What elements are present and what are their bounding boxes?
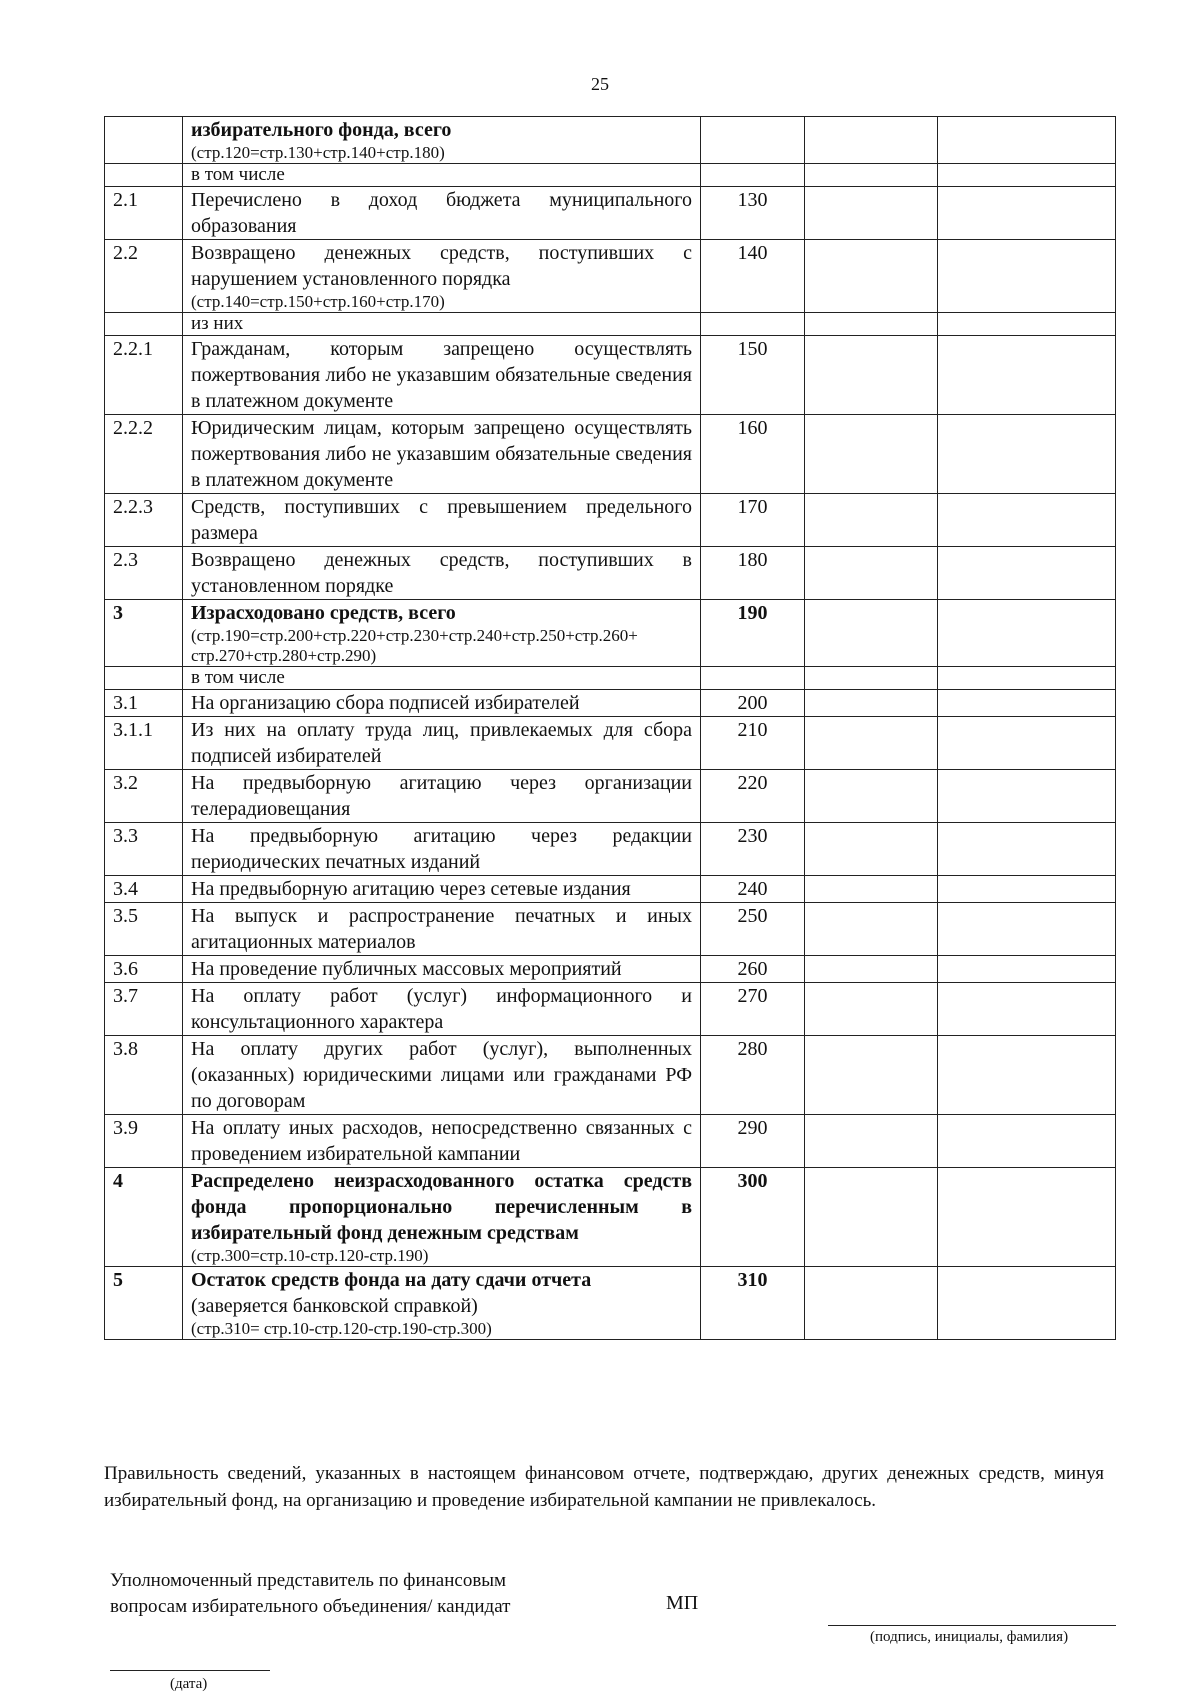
row-number [105, 164, 183, 187]
row-formula: (стр.310= стр.10-стр.120-стр.190-стр.300) [191, 1319, 492, 1338]
row-number: 3.3 [105, 823, 183, 876]
table-subheading-row [105, 667, 1116, 690]
row-description [183, 1036, 701, 1115]
table-row [105, 1168, 1116, 1267]
row-number: 2.3 [105, 547, 183, 600]
amount-cell [805, 1267, 938, 1340]
table-row [105, 717, 1116, 770]
row-description [183, 600, 701, 667]
notes-cell [938, 117, 1116, 164]
row-description [183, 690, 701, 717]
table-row [105, 240, 1116, 313]
row-description [183, 117, 701, 164]
row-title: На предвыборную агитацию через редакции периодических печатных изданий [191, 825, 692, 873]
representative-label [110, 1568, 510, 1620]
amount-cell [805, 187, 938, 240]
notes-cell [938, 717, 1116, 770]
row-number: 3 [105, 600, 183, 667]
row-title: в том числе [191, 164, 285, 185]
table-row [105, 956, 1116, 983]
row-number: 3.1.1 [105, 717, 183, 770]
row-code: 270 [701, 983, 805, 1036]
row-title: На выпуск и распространение печатных и иных агитационных материалов [191, 905, 692, 953]
notes-cell [938, 494, 1116, 547]
row-code: 150 [701, 336, 805, 415]
row-title: Юридическим лицам, которым запрещено осуществлять пожертвования либо не указавшим обязательные сведения в платежном документе [191, 417, 692, 491]
amount-cell [805, 1115, 938, 1168]
row-code: 300 [701, 1168, 805, 1267]
row-description [183, 983, 701, 1036]
notes-cell [938, 1168, 1116, 1267]
date-line [110, 1670, 270, 1671]
amount-cell [805, 117, 938, 164]
table-row [105, 770, 1116, 823]
row-title: Израсходовано средств, всего [191, 602, 456, 624]
row-note: (заверяется банковской справкой) [191, 1295, 478, 1317]
row-number: 2.2.2 [105, 415, 183, 494]
row-number: 3.7 [105, 983, 183, 1036]
row-code [701, 164, 805, 187]
amount-cell [805, 1168, 938, 1267]
table-row [105, 876, 1116, 903]
row-code: 280 [701, 1036, 805, 1115]
row-title: На проведение публичных массовых мероприятий [191, 958, 622, 980]
row-number: 2.1 [105, 187, 183, 240]
row-number [105, 313, 183, 336]
amount-cell [805, 956, 938, 983]
row-title: из них [191, 313, 244, 334]
amount-cell [805, 313, 938, 336]
row-code: 210 [701, 717, 805, 770]
amount-cell [805, 717, 938, 770]
row-number: 2.2.3 [105, 494, 183, 547]
table-row [105, 1115, 1116, 1168]
amount-cell [805, 770, 938, 823]
table-row [105, 823, 1116, 876]
row-description [183, 164, 701, 187]
notes-cell [938, 956, 1116, 983]
table-row [105, 547, 1116, 600]
row-title: На оплату работ (услуг) информационного и консультационного характера [191, 985, 692, 1033]
row-code [701, 667, 805, 690]
row-description [183, 240, 701, 313]
table-row [105, 983, 1116, 1036]
notes-cell [938, 876, 1116, 903]
amount-cell [805, 823, 938, 876]
row-code: 260 [701, 956, 805, 983]
row-title: На предвыборную агитацию через сетевые издания [191, 878, 631, 900]
row-number: 3.4 [105, 876, 183, 903]
table-row [105, 187, 1116, 240]
amount-cell [805, 903, 938, 956]
row-number: 3.9 [105, 1115, 183, 1168]
signature-block [110, 1568, 1110, 1692]
notes-cell [938, 415, 1116, 494]
row-description [183, 187, 701, 240]
notes-cell [938, 983, 1116, 1036]
row-description [183, 667, 701, 690]
notes-cell [938, 313, 1116, 336]
row-title: Средств, поступивших с превышением предельного размера [191, 496, 692, 544]
row-description [183, 956, 701, 983]
row-code: 220 [701, 770, 805, 823]
amount-cell [805, 983, 938, 1036]
notes-cell [938, 1036, 1116, 1115]
amount-cell [805, 415, 938, 494]
signature-caption: (подпись, инициалы, фамилия) [870, 1629, 1069, 1645]
row-code: 240 [701, 876, 805, 903]
amount-cell [805, 336, 938, 415]
row-number: 3.1 [105, 690, 183, 717]
row-code: 160 [701, 415, 805, 494]
row-title: Возвращено денежных средств, поступивших в установленном порядке [191, 549, 692, 597]
row-title: в том числе [191, 667, 285, 688]
notes-cell [938, 667, 1116, 690]
table-subheading-row [105, 313, 1116, 336]
row-description [183, 770, 701, 823]
row-number: 2.2 [105, 240, 183, 313]
notes-cell [938, 600, 1116, 667]
representative-line-1: Уполномоченный представитель по финансовым [110, 1570, 507, 1591]
row-description [183, 903, 701, 956]
notes-cell [938, 547, 1116, 600]
row-code: 250 [701, 903, 805, 956]
table-row [105, 415, 1116, 494]
row-title: Из них на оплату труда лиц, привлекаемых для сбора подписей избирателей [191, 719, 692, 767]
row-title: На оплату иных расходов, непосредственно связанных с проведением избирательной кампании [191, 1117, 692, 1165]
notes-cell [938, 823, 1116, 876]
row-code: 140 [701, 240, 805, 313]
notes-cell [938, 903, 1116, 956]
row-formula: (стр.300=стр.10-стр.120-стр.190) [191, 1246, 429, 1265]
notes-cell [938, 336, 1116, 415]
notes-cell [938, 164, 1116, 187]
amount-cell [805, 1036, 938, 1115]
row-description [183, 494, 701, 547]
row-description [183, 547, 701, 600]
row-description [183, 717, 701, 770]
row-title: На предвыборную агитацию через организации телерадиовещания [191, 772, 692, 820]
row-number: 2.2.1 [105, 336, 183, 415]
row-description [183, 336, 701, 415]
table-row [105, 600, 1116, 667]
row-number [105, 667, 183, 690]
row-title: На организацию сбора подписей избирателей [191, 692, 580, 714]
row-number: 4 [105, 1168, 183, 1267]
table-row [105, 117, 1116, 164]
financial-report-table [104, 116, 1116, 1340]
row-description [183, 415, 701, 494]
row-number: 3.5 [105, 903, 183, 956]
row-description [183, 1168, 701, 1267]
row-code: 190 [701, 600, 805, 667]
table-subheading-row [105, 164, 1116, 187]
page-number: 25 [591, 74, 609, 94]
row-title: Гражданам, которым запрещено осуществлять пожертвования либо не указавшим обязательные сведения в платежном документе [191, 338, 692, 412]
row-code: 130 [701, 187, 805, 240]
amount-cell [805, 547, 938, 600]
row-code: 180 [701, 547, 805, 600]
row-code: 170 [701, 494, 805, 547]
row-number: 3.2 [105, 770, 183, 823]
table-row [105, 690, 1116, 717]
table-row [105, 494, 1116, 547]
row-title: Остаток средств фонда на дату сдачи отчета [191, 1269, 592, 1291]
row-code [701, 117, 805, 164]
confirmation-text: Правильность сведений, указанных в настоящем финансовом отчете, подтверждаю, других денежных средств, минуя избирательный фонд, на организацию и проведение избирательной кампании не привлекалось. [104, 1463, 1104, 1511]
row-formula: (стр.190=стр.200+стр.220+стр.230+стр.240+стр.250+стр.260+ стр.270+стр.280+стр.290) [191, 626, 638, 665]
table-row [105, 903, 1116, 956]
row-title: Распределено неизрасходованного остатка средств фонда пропорционально перечисленным в избирательный фонд денежным средствам [191, 1170, 692, 1244]
row-number: 3.6 [105, 956, 183, 983]
amount-cell [805, 876, 938, 903]
notes-cell [938, 770, 1116, 823]
row-number [105, 117, 183, 164]
amount-cell [805, 690, 938, 717]
row-title: Перечислено в доход бюджета муниципального образования [191, 189, 692, 237]
signature-line [828, 1625, 1116, 1626]
amount-cell [805, 600, 938, 667]
row-description [183, 313, 701, 336]
amount-cell [805, 240, 938, 313]
notes-cell [938, 690, 1116, 717]
row-code: 200 [701, 690, 805, 717]
row-description [183, 876, 701, 903]
representative-line-2: вопросам избирательного объединения/ кандидат [110, 1596, 511, 1617]
notes-cell [938, 1115, 1116, 1168]
seal-label: МП [666, 1592, 699, 1614]
row-number: 3.8 [105, 1036, 183, 1115]
row-description [183, 1115, 701, 1168]
row-code: 290 [701, 1115, 805, 1168]
notes-cell [938, 240, 1116, 313]
date-caption: (дата) [170, 1676, 208, 1692]
row-title: Возвращено денежных средств, поступивших с нарушением установленного порядка [191, 242, 692, 290]
row-title: На оплату других работ (услуг), выполненных (оказанных) юридическими лицами или гражданами РФ по договорам [191, 1038, 692, 1112]
row-description [183, 823, 701, 876]
amount-cell [805, 667, 938, 690]
row-number: 5 [105, 1267, 183, 1340]
amount-cell [805, 164, 938, 187]
amount-cell [805, 494, 938, 547]
row-code: 310 [701, 1267, 805, 1340]
notes-cell [938, 1267, 1116, 1340]
row-formula: (стр.140=стр.150+стр.160+стр.170) [191, 292, 445, 311]
row-code [701, 313, 805, 336]
table-row [105, 336, 1116, 415]
table-row [105, 1267, 1116, 1340]
row-code: 230 [701, 823, 805, 876]
notes-cell [938, 187, 1116, 240]
row-description [183, 1267, 701, 1340]
row-formula: (стр.120=стр.130+стр.140+стр.180) [191, 143, 445, 162]
table-row [105, 1036, 1116, 1115]
row-title: избирательного фонда, всего [191, 119, 452, 141]
